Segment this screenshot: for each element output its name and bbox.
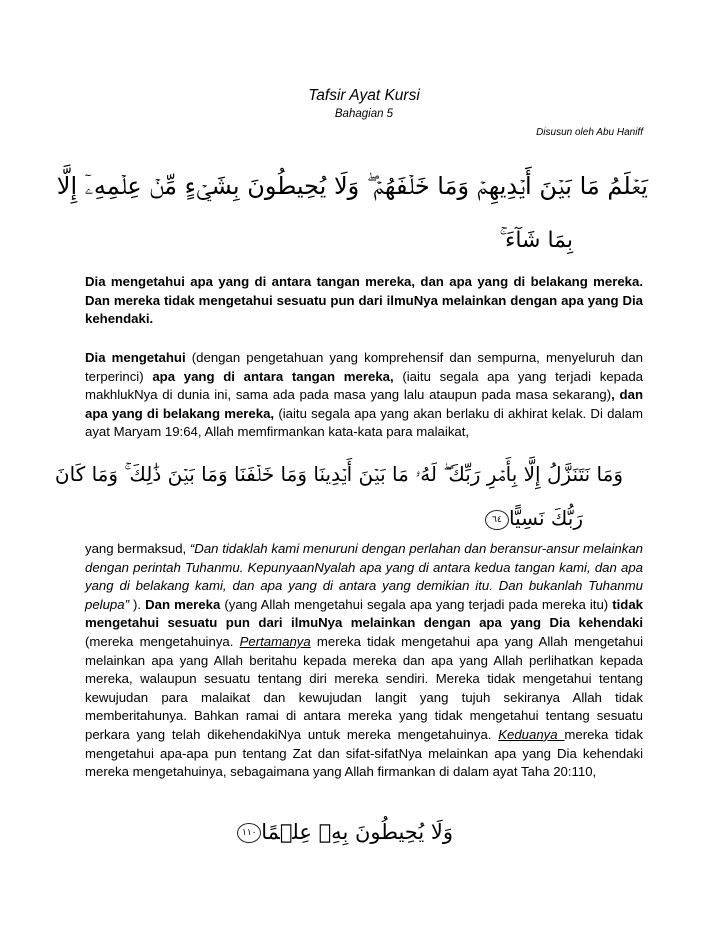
maryam-verse-text: رَبُّكَ نَسِيًّا [509, 506, 583, 530]
para3-text-1: yang bermaksud, [85, 541, 190, 556]
maryam-verse-line-2 [479, 506, 583, 530]
explanation-paragraph-2 [85, 540, 643, 782]
document-subtitle: Bahagian 5 [334, 108, 394, 120]
document-title: Tafsir Ayat Kursi [308, 87, 420, 104]
ayah-number-icon: ٦٤ [485, 510, 509, 530]
para3-text-5: mereka tidak mengetahui apa yang Allah mengetahui melainkan apa yang Allah beritahu kepada mereka dan apa yang Allah perlihatkan kepada mereka, walaupun sesuatu tentang diri mereka sendiri. Mereka tidak mengetahui tentang kewujudan para malaikat dan kewujudan langit yang tujuh sekiranya Allah tidak memberitahunya. Bahkan ramai di antara mereka yang tidak mengetahui tentang sesuatu perkara yang telah dikehendakiNya untuk mereka mengetahuinya. [85, 633, 643, 742]
para2-text-3: (iaitu segala apa yang akan berlaku di akhirat kelak. Di dalam ayat Maryam 19:64, Allah memfirmankan kata-kata para malaikat, [85, 405, 643, 440]
para3-bold-2: tidak mengetahui sesuatu pun dari ilmuNya melainkan dengan apa yang Dia kehendaki [85, 596, 643, 631]
ayah-number-icon: ١١٠ [237, 823, 261, 843]
taha-verse [231, 820, 453, 844]
para2-text-1: (dengan pengetahuan yang komprehensif dan sempurna, menyeluruh dan terperinci) [85, 350, 643, 384]
para2-bold-3: , dan apa yang di belakang mereka, [85, 387, 644, 421]
para2-text-2: (iaitu segala apa yang terjadi kepada makhlukNya di dunia ini, sama ada pada masa yang lalu ataupun pada masa sekarang) [85, 368, 643, 403]
para3-text-4: (mereka mengetahuinya. [85, 633, 240, 649]
verse-translation: Dia mengetahui apa yang di antara tangan mereka, dan apa yang di belakang mereka. Dan mereka tidak mengetahui sesuatu pun dari ilmuNya melainkan dengan apa yang Dia kehendaki. [85, 274, 643, 327]
para3-quote: “Dan tidaklah kami menuruni dengan perlahan dan beransur-ansur melainkan dengan perintah Tuhanmu. KepunyaanNyalah apa yang di antara kedua tangan kami, dan apa yang di belakang kami, dan apa yang di antara yang demikian itu. Dan bukanlah Tuhanmu pelupa” [85, 541, 643, 612]
para2-bold-1: Dia mengetahui [85, 350, 186, 365]
taha-verse-text: وَلَا يُحِيطُونَ بِهِۦ عِلۡمًا [261, 820, 453, 844]
maryam-verse-line-1: وَمَا نَتَنَزَّلُ إِلَّا بِأَمۡرِ رَبِّكَ ۖ لَهُۥ مَا بَيۡنَ أَيۡدِينَا وَمَا خَلۡفَنَا وَمَا بَيۡنَ ذَٰلِكَ ۚ وَمَا كَانَ [54, 462, 623, 486]
para3-text-3: (yang Allah mengetahui segala apa yang terjadi pada mereka itu) [220, 596, 613, 612]
arabic-verse-line-2: بِمَا شَآءَ ۚ [499, 228, 573, 253]
para3-bold-1: Dan mereka [145, 596, 221, 612]
para2-bold-2: apa yang di antara tangan mereka, [152, 368, 394, 384]
author-credit: Disusun oleh Abu Haniff [536, 127, 643, 138]
para3-text-2: ). [129, 596, 146, 612]
para3-text-6: mereka tidak mengetahui apa-apa pun tentang Zat dan sifat-sifatNya melainkan apa yang Dia kehendaki mereka mengetahuinya, sebagaimana yang Allah firmankan di dalam ayat Taha 20:110, [85, 726, 643, 780]
pertamanya-label: Pertamanya [239, 633, 311, 649]
explanation-paragraph-1 [85, 349, 643, 442]
arabic-verse-line-1: يَعۡلَمُ مَا بَيۡنَ أَيۡدِيهِمۡ وَمَا خَلۡفَهُمۡ ۖ وَلَا يُحِيطُونَ بِشَيۡءٍ مِّنۡ عِلۡمِهِۦٓ إِلَّا [56, 172, 648, 200]
keduanya-label: Keduanya [498, 726, 565, 742]
